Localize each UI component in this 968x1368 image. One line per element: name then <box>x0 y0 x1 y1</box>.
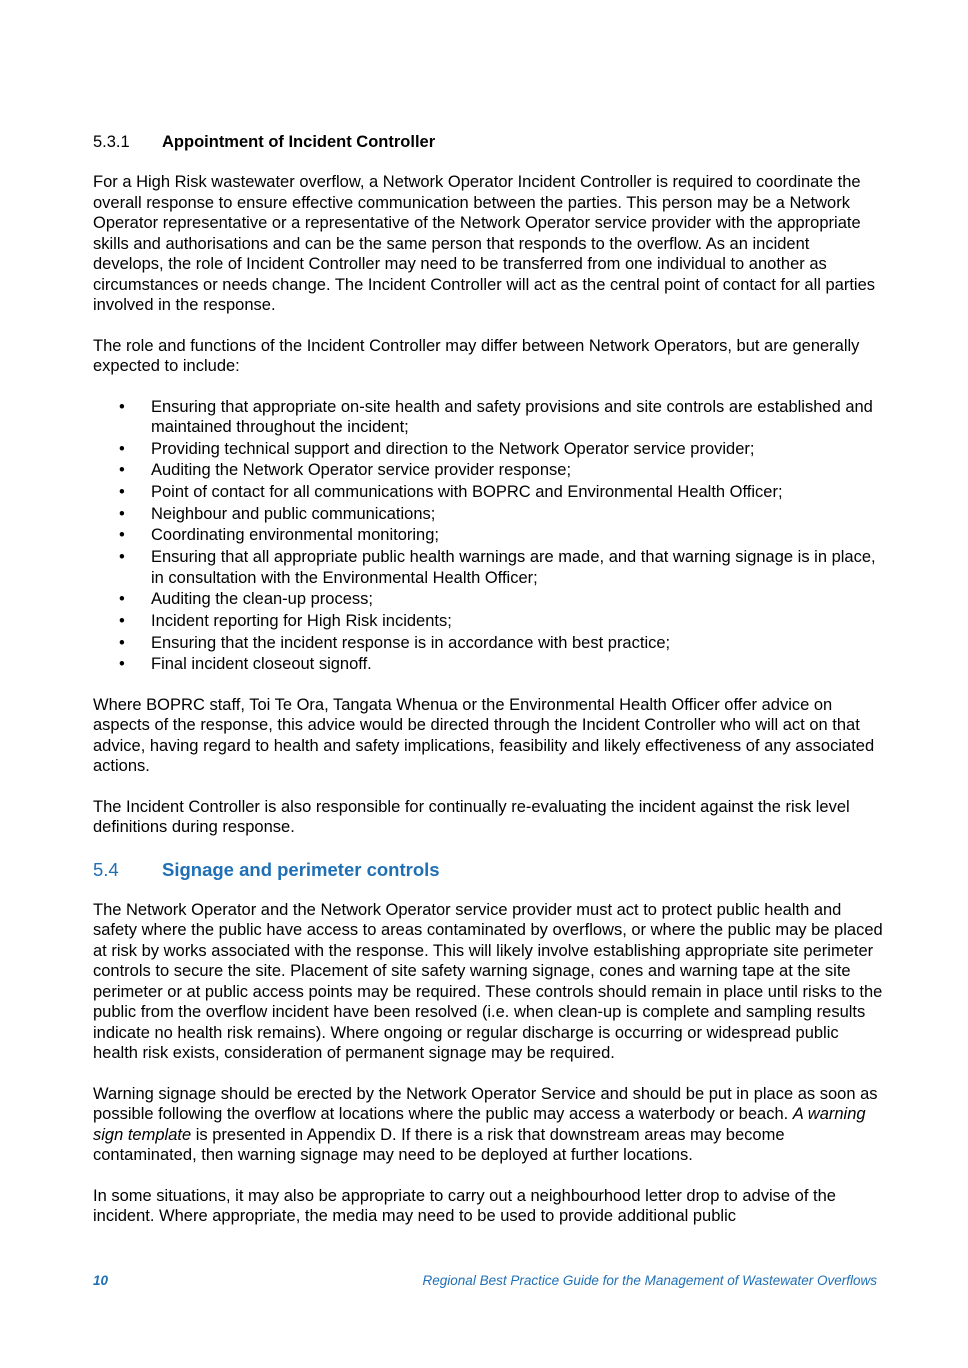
paragraph: The Incident Controller is also responsible for continually re-evaluating the incident against the risk level definitions during response. <box>93 797 850 837</box>
list-item-text: Auditing the clean-up process; <box>151 590 373 609</box>
bullet-icon: • <box>119 526 125 545</box>
bullet-icon: • <box>119 504 125 523</box>
paragraph: Where BOPRC staff, Toi Te Ora, Tangata Whenua or the Environmental Health Officer offer advice on aspects of the response, this advice would be directed through the Incident Controller who will act on that advice, having regard to health and safety implications, feasibility and likely effectiveness of any associated actions. <box>93 695 875 776</box>
bullet-icon: • <box>119 461 125 480</box>
document-title: Regional Best Practice Guide for the Management of Wastewater Overflows <box>422 1273 877 1288</box>
bullet-icon: • <box>119 548 125 567</box>
list-item-text: Coordinating environmental monitoring; <box>151 526 439 545</box>
list-item <box>93 633 883 654</box>
subsection-heading <box>93 130 883 154</box>
section-title: Signage and perimeter controls <box>162 858 440 880</box>
paragraph: The Network Operator and the Network Operator service provider must act to protect public health and safety where the public have access to areas contaminated by overflows, or where the public may be placed at risk by works associated with the response. This will likely involve establishing appropriate site perimeter controls to secure the site. Placement of site safety warning signage, cones and warning tape at the site perimeter or at public access points may be required. These controls should remain in place until risks to the public from the overflow incident have been resolved (i.e. when clean-up is complete and sampling results indicate no health risk remains). Where ongoing or regular discharge is occurring or widespread public health risk exists, consideration of permanent signage may be required. <box>93 900 883 1063</box>
list-item-text: Ensuring that the incident response is in accordance with best practice; <box>151 633 671 652</box>
list-item-text: Neighbour and public communications; <box>151 504 436 523</box>
list-item <box>93 611 883 632</box>
list-item-text: Final incident closeout signoff. <box>151 655 372 674</box>
paragraph: In some situations, it may also be appropriate to carry out a neighbourhood letter drop to advise of the incident. Where appropriate, the media may need to be used to provide additional public <box>93 1186 836 1226</box>
signage-paragraph <box>93 1084 883 1166</box>
section-number: 5.4 <box>93 858 119 880</box>
list-item-text: Point of contact for all communications with BOPRC and Environmental Health Officer; <box>151 483 783 502</box>
bullet-icon: • <box>119 483 125 502</box>
page-body <box>93 130 883 1247</box>
bullet-icon: • <box>119 590 125 609</box>
paragraph: The role and functions of the Incident Controller may differ between Network Operators, but are generally expected to include: <box>93 336 860 375</box>
text-run: is presented in Appendix D. If there is a risk that downstream areas may become contaminated, then warning signage may need to be deployed at further locations. <box>93 1125 785 1165</box>
bullet-list <box>93 397 883 675</box>
bullet-icon: • <box>119 612 125 630</box>
page-number: 10 <box>93 1273 109 1288</box>
list-item <box>93 439 883 460</box>
list-item <box>93 504 883 525</box>
bullet-icon: • <box>119 397 125 416</box>
list-item <box>93 589 883 610</box>
list-item <box>93 460 883 481</box>
paragraph: For a High Risk wastewater overflow, a Network Operator Incident Controller is required to coordinate the overall response to ensure effective communication between the parties. This person may be a Network Operator representative or a representative of the Network Operator service provider with the appropriate skills and authorisations and can be the same person that responds to the overflow. As an incident develops, the role of Incident Controller may need to be transferred from one individual to another as circumstances or needs change. The Incident Controller will act as the central point of contact for all parties involved in the response. <box>93 173 876 314</box>
list-item <box>93 525 883 546</box>
text-run: Warning signage should be erected by the Network Operator Service and should be put in place as soon as possible following the overflow at locations where the public may access a waterbody or beach. <box>93 1084 878 1124</box>
list-item <box>93 397 883 438</box>
italic-term: A warning sign template <box>93 1105 866 1144</box>
list-item-text: Ensuring that appropriate on-site health and safety provisions and site controls are established and maintained throughout the incident; <box>151 397 873 436</box>
list-item <box>93 482 883 503</box>
list-item-text: Ensuring that all appropriate public health warnings are made, and that warning signage is in place, in consultation with the Environmental Health Officer; <box>151 548 876 587</box>
list-item-text: Providing technical support and direction to the Network Operator service provider; <box>151 439 755 458</box>
list-item-text: Incident reporting for High Risk incidents; <box>151 612 452 630</box>
list-item-text: Auditing the Network Operator service provider response; <box>151 461 572 480</box>
section-heading <box>93 858 883 882</box>
bullet-icon: • <box>119 633 125 652</box>
bullet-icon: • <box>119 655 125 674</box>
page-footer <box>93 1273 877 1288</box>
list-item <box>93 547 883 588</box>
subsection-number: 5.3.1 <box>93 133 130 151</box>
list-item <box>93 654 883 675</box>
bullet-icon: • <box>119 439 125 458</box>
subsection-title: Appointment of Incident Controller <box>162 133 436 151</box>
